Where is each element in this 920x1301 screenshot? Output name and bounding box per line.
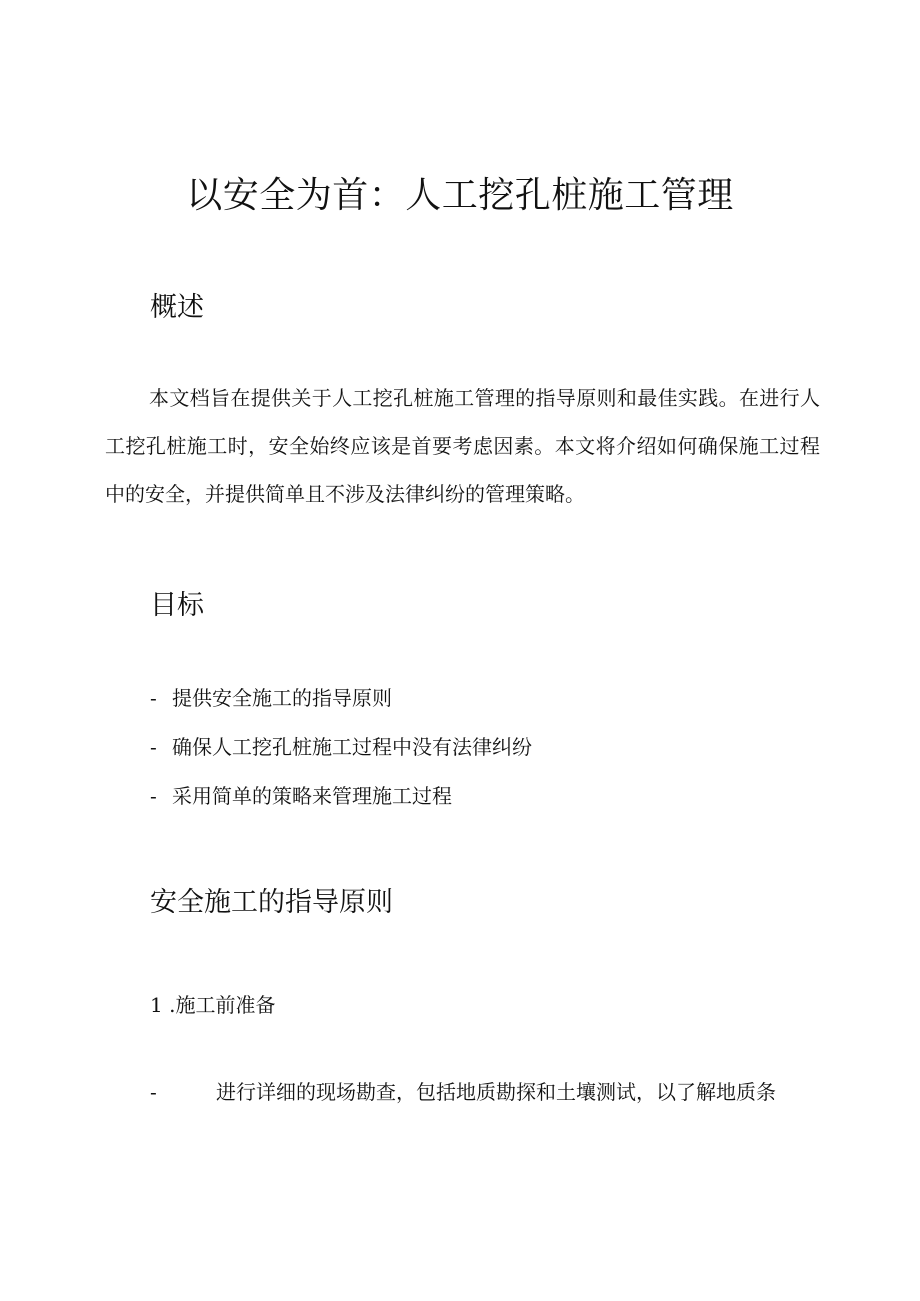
document-title: 以安全为首：人工挖孔桩施工管理: [186, 175, 734, 216]
overview-heading: 概述: [150, 292, 204, 323]
overview-paragraph: 本文档旨在提供关于人工挖孔桩施工管理的指导原则和最佳实践。在进行人工挖孔桩施工时，安全始终应该是首要考虑因素。本文将介绍如何确保施工过程中的安全，并提供简单且不涉及法律纠纷的管理策略。: [105, 386, 820, 506]
list-item-text: 采用简单的策略来管理施工过程: [172, 784, 452, 808]
list-item-text: 确保人工挖孔桩施工过程中没有法律纠纷: [172, 735, 532, 759]
list-item: [150, 684, 392, 712]
bullet-dash: -: [150, 686, 157, 710]
guidelines-heading: 安全施工的指导原则: [150, 887, 393, 918]
list-item: [150, 733, 532, 761]
list-item: [150, 782, 452, 810]
bullet-dash: -: [150, 735, 157, 759]
goals-heading: 目标: [150, 590, 204, 621]
bullet-dash: -: [150, 1080, 157, 1104]
step-1-item: [150, 1078, 822, 1106]
bullet-dash: -: [150, 784, 157, 808]
step-1-item-text: 进行详细的现场勘查，包括地质勘探和土壤测试，以了解地质条: [216, 1080, 776, 1104]
list-item-text: 提供安全施工的指导原则: [172, 686, 392, 710]
step-1-label: 1 .施工前准备: [150, 993, 276, 1017]
